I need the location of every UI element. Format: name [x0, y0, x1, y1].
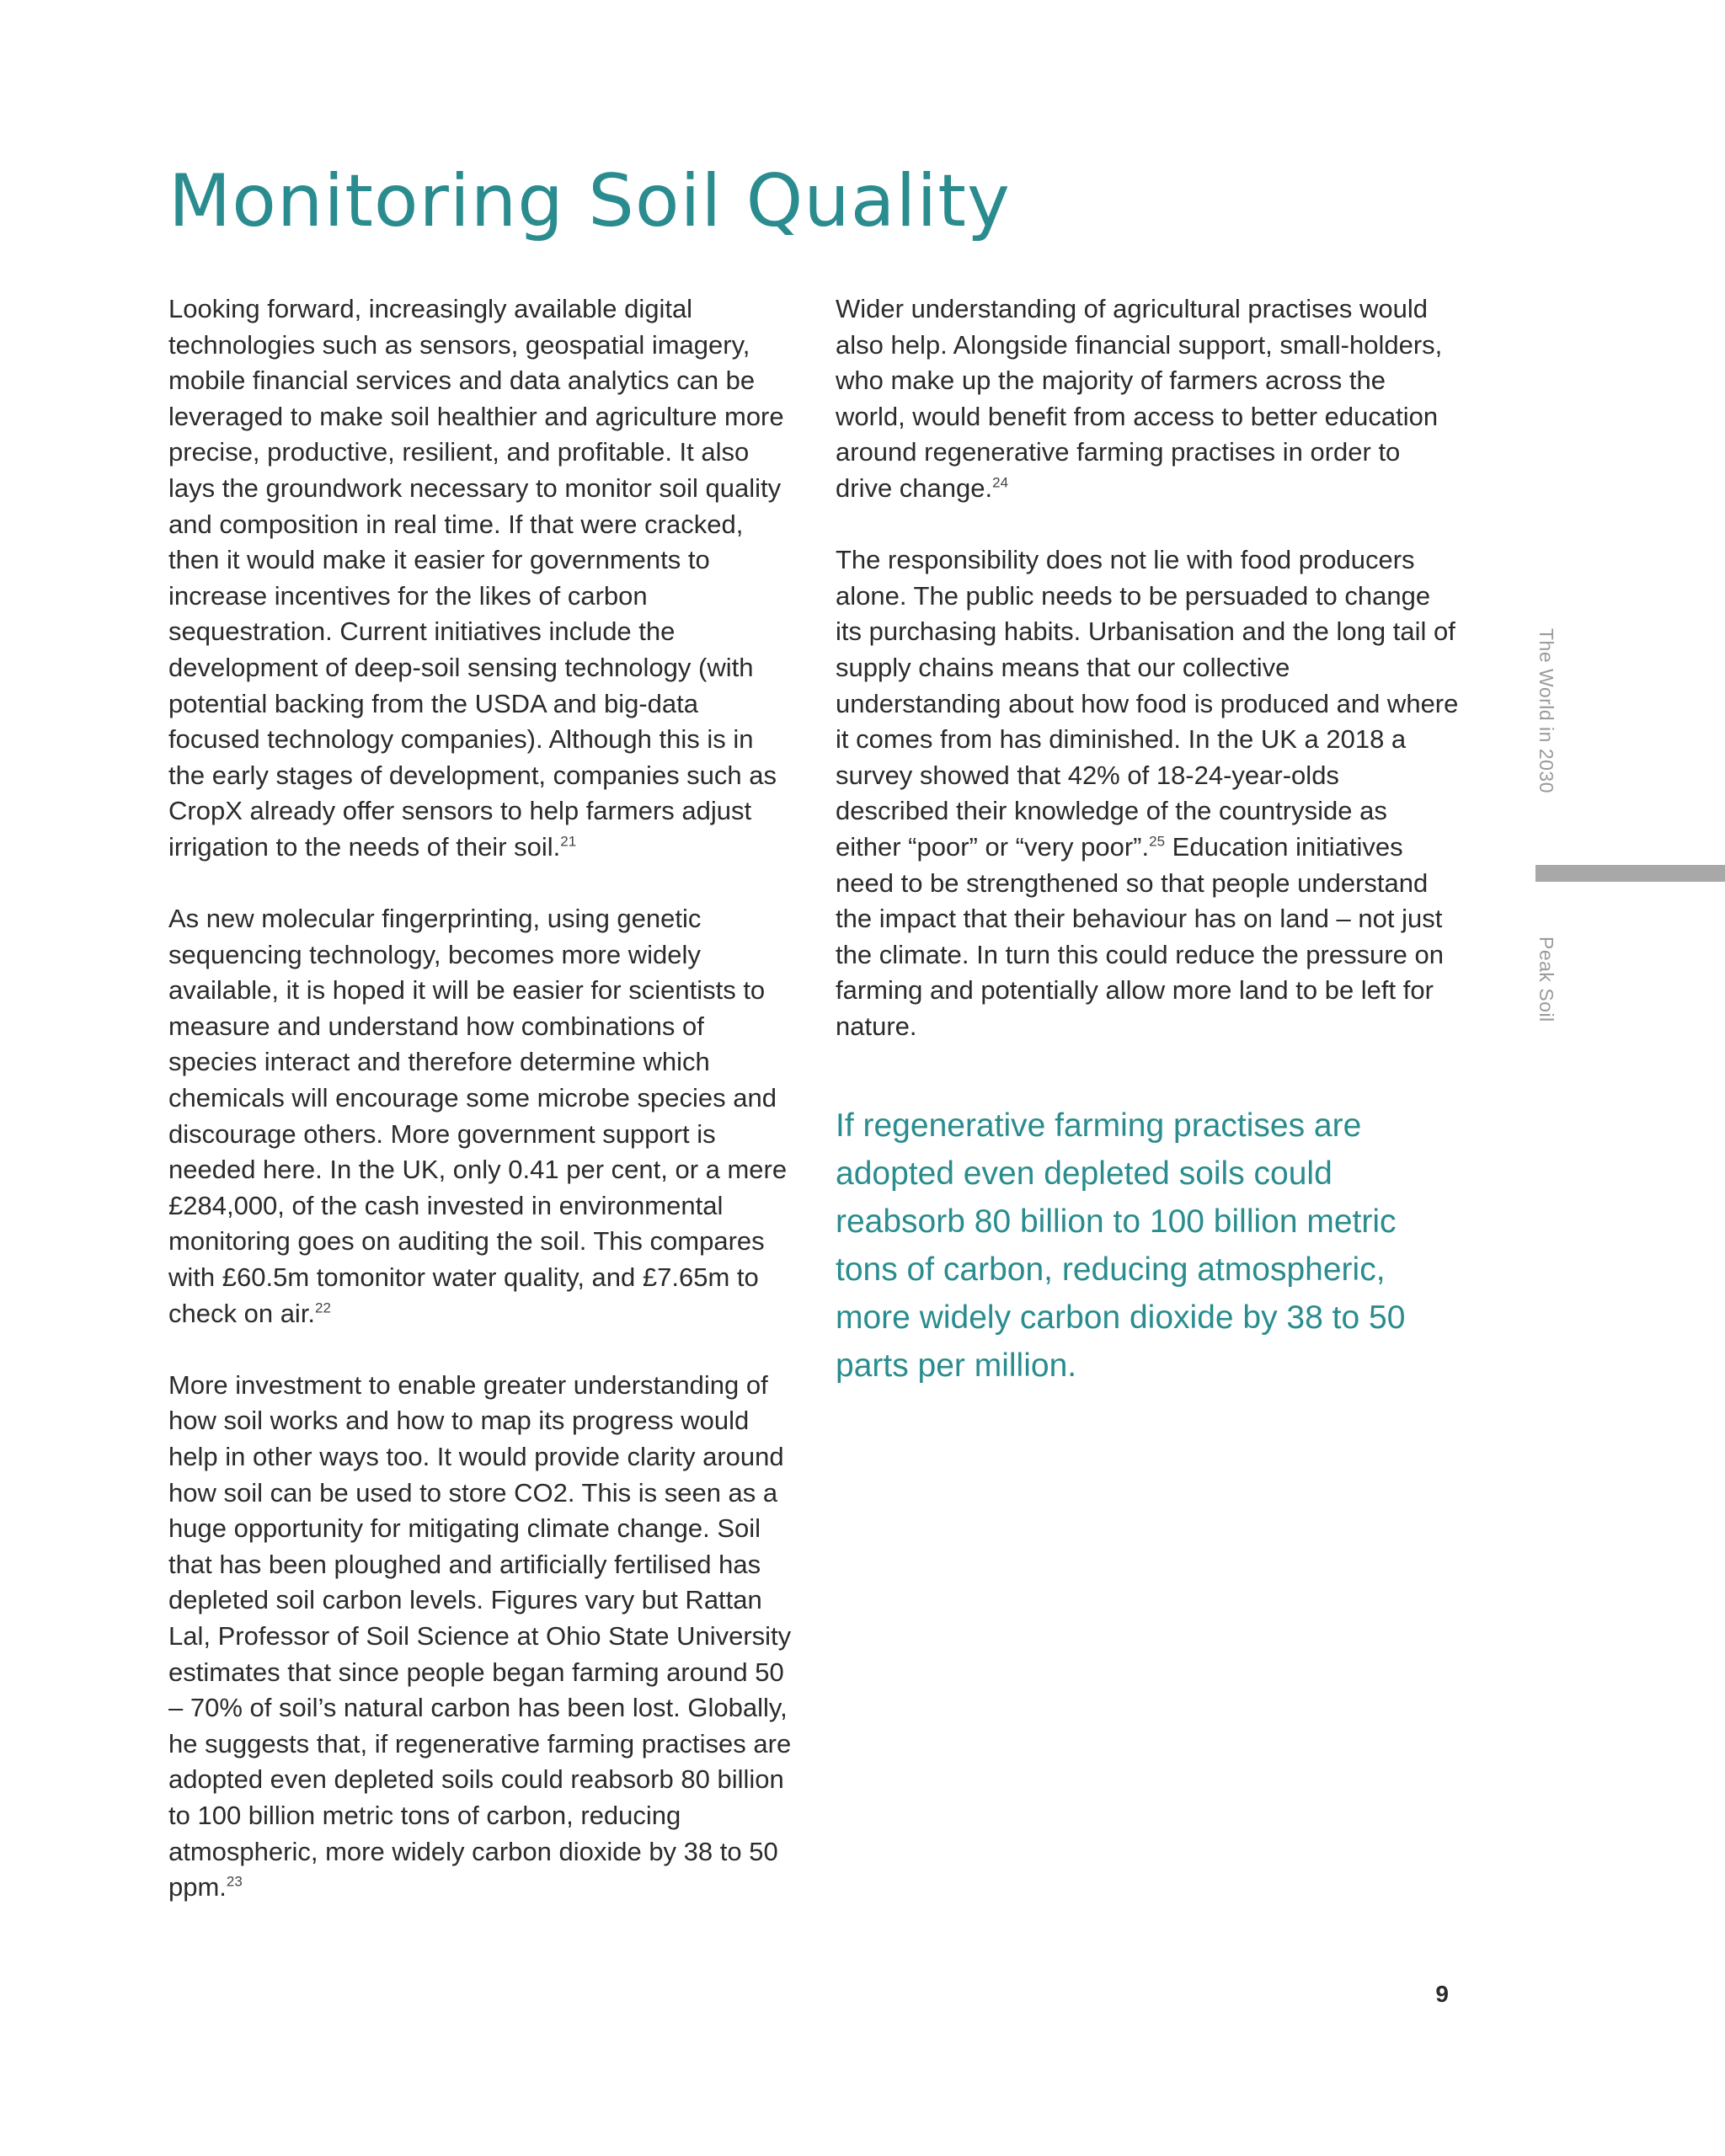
body-paragraph: [836, 542, 1459, 1044]
left-column: [168, 291, 792, 1941]
body-paragraph: [168, 291, 792, 866]
body-paragraph: [836, 291, 1459, 507]
paragraph-text: The responsibility does not lie with food producers alone. The public needs to be persuaded to change its purchasing habits. Urbanisation and the long tail of supply chains means that our collective understanding about how food is produced and where it comes from has diminished. In the UK a 2018 a survey showed that 42% of 18-24-year-olds described their knowledge of the countryside as either “poor” or “very poor”.: [836, 545, 1459, 862]
footnote-ref: 24: [992, 474, 1009, 491]
paragraph-text-continued: Education initiatives need to be strengthened so that people understand the impact that their behaviour has on land – not just the climate. In turn this could reduce the pressure on farming and potentially allow more land to be left for nature.: [836, 831, 1445, 1041]
section-side-label: Peak Soil: [1535, 937, 1557, 1022]
paragraph-text: Wider understanding of agricultural practises would also help. Alongside financial support, small-holders, who make up the majority of farmers across the world, would benefit from access to better education around regenerative farming practises in order to drive change.: [836, 294, 1443, 503]
paragraph-text: More investment to enable greater understanding of how soil works and how to map its progress would help in other ways too. It would provide clarity around how soil can be used to store CO2. This is seen as a huge opportunity for mitigating climate change. Soil that has been ploughed and artificially fertilised has depleted soil carbon levels. Figures vary but Rattan Lal, Professor of Soil Science at Ohio State University estimates that since people began farming around 50 – 70% of soil’s natural carbon has been lost. Globally, he suggests that, if regenerative farming practises are adopted even depleted soils could reabsorb 80 billion to 100 billion metric tons of carbon, reducing atmospheric, more widely carbon dioxide by 38 to 50 ppm.: [168, 1369, 792, 1903]
right-column: [836, 291, 1459, 1390]
footnote-ref: 25: [1149, 833, 1166, 850]
footnote-ref: 23: [226, 1873, 243, 1890]
footnote-ref: 22: [315, 1299, 331, 1316]
paragraph-text: Looking forward, increasingly available digital technologies such as sensors, geospatial imagery, mobile financial services and data analytics can be leveraged to make soil healthier and agriculture more precise, productive, resilient, and profitable. It also lays the groundwork necessary to monitor soil quality and composition in real time. If that were cracked, then it would make it easier for governments to increase incentives for the likes of carbon sequestration. Current initiatives include the development of deep-soil sensing technology (with potential backing from the USDA and big-data focused technology companies). Although this is in the early stages of development, companies such as CropX already offer sensors to help farmers adjust irrigation to the needs of their soil.: [168, 294, 784, 862]
paragraph-text: As new molecular fingerprinting, using genetic sequencing technology, becomes more widely available, it is hoped it will be easier for scientists to measure and understand how combinations of species interact and therefore determine which chemicals will encourage some microbe species and discourage others. More government support is needed here. In the UK, only 0.41 per cent, or a mere £284,000, of the cash invested in environmental monitoring goes on auditing the soil. This compares with £60.5m tomonitor water quality, and £7.65m to check on air.: [168, 904, 788, 1328]
page-number: 9: [1435, 1981, 1449, 2007]
pull-quote: If regenerative farming practises are adopted even depleted soils could reabsorb 80 billion to 100 billion metric tons of carbon, reducing atmospheric, more widely carbon dioxide by 38 to 50 parts per million.: [836, 1107, 1406, 1385]
body-paragraph: [168, 1368, 792, 1906]
publication-side-label: The World in 2030: [1535, 628, 1557, 794]
footnote-ref: 21: [560, 833, 577, 850]
body-paragraph: [168, 901, 792, 1331]
page-title: Monitoring Soil Quality: [168, 159, 1011, 243]
section-indicator-bar: [1535, 865, 1725, 882]
